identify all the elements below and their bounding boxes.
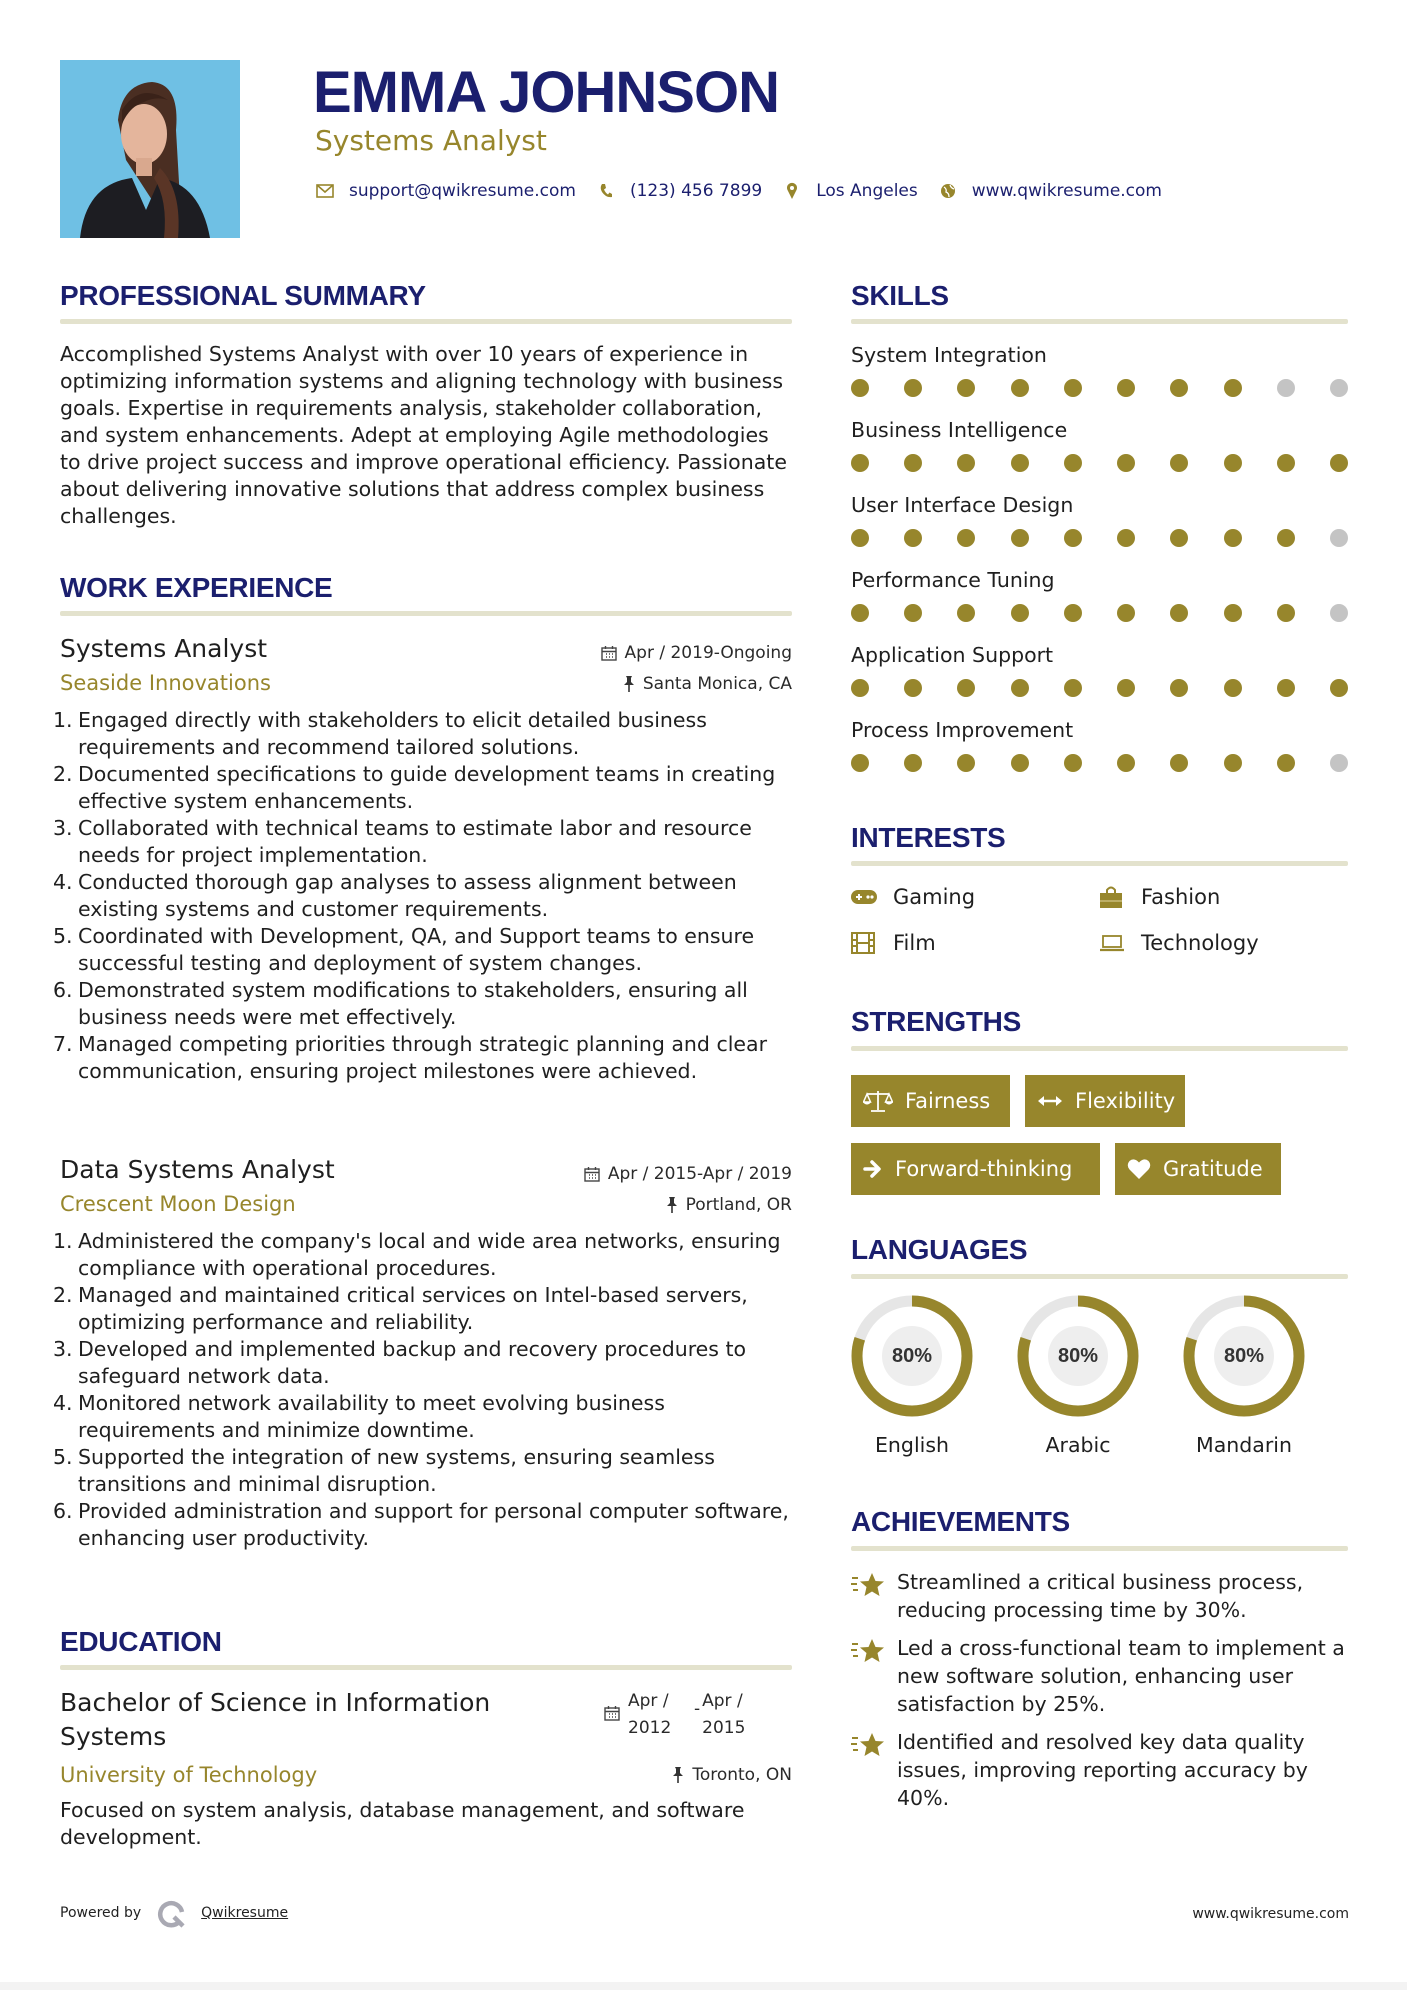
rating-dot-filled (851, 679, 869, 697)
strength-tag: Forward-thinking (851, 1143, 1100, 1195)
section-title-languages: LANGUAGES (851, 1234, 1028, 1265)
job-role: Systems Analyst (60, 634, 268, 663)
duty-item: 1. Engaged directly with stakeholders to elicit detailed business requirements and recommend tailored solutions. (60, 707, 792, 761)
calendar-icon (601, 645, 617, 661)
arrow-right-icon (863, 1159, 883, 1179)
education-end: Apr / 2015 (702, 1691, 746, 1738)
map-pin-icon (782, 181, 802, 201)
powered-by-label: Powered by (60, 1905, 142, 1921)
school-name: University of Technology (60, 1763, 318, 1787)
skill-item: System Integration (851, 341, 1348, 416)
rating-dot-filled (904, 454, 922, 472)
duty-item: 2. Documented specifications to guide development teams in creating effective system enhancements. (60, 761, 792, 815)
profile-photo (60, 60, 240, 238)
section-title-interests: INTERESTS (851, 822, 1006, 853)
rating-dot-filled (957, 679, 975, 697)
rating-dot-filled (1117, 454, 1135, 472)
section-divider (60, 319, 792, 324)
heart-icon (1127, 1158, 1151, 1180)
rating-dot-filled (1011, 529, 1029, 547)
calendar-icon (604, 1705, 620, 1721)
page-bottom-edge (0, 1982, 1407, 1990)
rating-dot-filled (1064, 379, 1082, 397)
rating-dot-filled (1117, 604, 1135, 622)
contact-website[interactable]: www.qwikresume.com (971, 181, 1162, 201)
rating-dot-filled (904, 379, 922, 397)
rating-dot-filled (1224, 379, 1242, 397)
qwikresume-link[interactable]: Qwikresume (201, 1905, 289, 1921)
company-name: Crescent Moon Design (60, 1192, 296, 1216)
date-separator: - (694, 1699, 701, 1719)
star-icon (851, 1728, 885, 1760)
strength-tag: Fairness (851, 1075, 1010, 1127)
rating-dot-filled (851, 379, 869, 397)
rating-dot-filled (904, 754, 922, 772)
section-divider (60, 611, 792, 616)
skill-rating (851, 604, 1348, 622)
section-divider (60, 1665, 792, 1670)
skill-item: Application Support (851, 641, 1348, 716)
duty-item: 5. Coordinated with Development, QA, and Support teams to ensure successful testing and deployment of system changes. (60, 923, 792, 977)
job-dates: Apr / 2015-Apr / 2019 (584, 1162, 792, 1186)
rating-dot-filled (1330, 454, 1348, 472)
rating-dot-empty (1330, 529, 1348, 547)
rating-dot-filled (851, 529, 869, 547)
rating-dot-filled (1277, 679, 1295, 697)
language-item: 80% Mandarin (1183, 1295, 1349, 1459)
rating-dot-filled (1064, 604, 1082, 622)
rating-dot-filled (1224, 679, 1242, 697)
rating-dot-filled (957, 754, 975, 772)
rating-dot-filled (1330, 679, 1348, 697)
calendar-icon (584, 1166, 600, 1182)
education-description: Focused on system analysis, database management, and software development. (60, 1798, 745, 1849)
rating-dot-filled (957, 529, 975, 547)
rating-dot-filled (1064, 679, 1082, 697)
interests-grid (851, 882, 1347, 958)
rating-dot-filled (1170, 604, 1188, 622)
education-start: Apr / 2012 (628, 1691, 672, 1738)
rating-dot-filled (1170, 379, 1188, 397)
contact-email[interactable]: support@qwikresume.com (349, 181, 576, 201)
rating-dot-filled (1011, 679, 1029, 697)
duty-item: 2. Managed and maintained critical services on Intel-based servers, optimizing performance and reliability. (60, 1282, 792, 1336)
section-divider (851, 1274, 1348, 1279)
star-icon (851, 1568, 885, 1600)
rating-dot-filled (1064, 529, 1082, 547)
rating-dot-empty (1330, 604, 1348, 622)
strength-tag: Gratitude (1115, 1143, 1281, 1195)
rating-dot-filled (957, 379, 975, 397)
contact-phone[interactable]: (123) 456 7899 (629, 181, 763, 201)
rating-dot-filled (1224, 754, 1242, 772)
languages-list (851, 1295, 1349, 1459)
interest-item: Film (851, 928, 1099, 958)
section-title-skills: SKILLS (851, 280, 949, 311)
rating-dot-filled (1064, 454, 1082, 472)
rating-dot-filled (1011, 604, 1029, 622)
achievement-item: Identified and resolved key data quality issues, improving reporting accuracy by 40%. (851, 1728, 1348, 1812)
interest-item: Gaming (851, 882, 1099, 912)
rating-dot-filled (1011, 454, 1029, 472)
rating-dot-filled (1117, 754, 1135, 772)
duty-item: 7. Managed competing priorities through strategic planning and clear communication, ensuring project milestones were achieved. (60, 1031, 792, 1085)
person-portrait-icon (60, 60, 240, 238)
duty-item: 6. Demonstrated system modifications to stakeholders, ensuring all business needs were met effectively. (60, 977, 792, 1031)
job-dates: Apr / 2019-Ongoing (601, 641, 792, 665)
rating-dot-filled (904, 679, 922, 697)
rating-dot-filled (1277, 454, 1295, 472)
candidate-title: Systems Analyst (315, 124, 547, 157)
rating-dot-filled (1117, 379, 1135, 397)
skill-item: Process Improvement (851, 716, 1348, 791)
skill-rating (851, 529, 1348, 547)
footer-website[interactable]: www.qwikresume.com (1192, 1906, 1349, 1922)
strengths-tags (851, 1075, 1348, 1195)
section-divider (851, 861, 1348, 866)
envelope-icon (315, 181, 335, 201)
rating-dot-filled (904, 604, 922, 622)
achievements-list (851, 1568, 1348, 1822)
education-dates (604, 1688, 758, 1742)
language-progress-ring: 80% (1017, 1295, 1139, 1417)
rating-dot-filled (1011, 754, 1029, 772)
rating-dot-filled (1064, 754, 1082, 772)
skill-item: Business Intelligence (851, 416, 1348, 491)
language-progress-ring: 80% (1183, 1295, 1305, 1417)
interest-item: Fashion (1099, 882, 1347, 912)
duty-item: 6. Provided administration and support for personal computer software, enhancing user productivity. (60, 1498, 792, 1552)
rating-dot-filled (1011, 379, 1029, 397)
phone-icon (596, 181, 616, 201)
rating-dot-filled (851, 604, 869, 622)
education-location: Toronto, ON (664, 1763, 792, 1787)
duty-item: 5. Supported the integration of new systems, ensuring seamless transitions and minimal disruption. (60, 1444, 792, 1498)
section-title-strengths: STRENGTHS (851, 1006, 1021, 1037)
rating-dot-filled (1117, 679, 1135, 697)
section-title-summary: PROFESSIONAL SUMMARY (60, 280, 426, 311)
rating-dot-filled (1277, 604, 1295, 622)
rating-dot-empty (1330, 379, 1348, 397)
section-divider (851, 1546, 1348, 1551)
skill-item: User Interface Design (851, 491, 1348, 566)
strength-tag: Flexibility (1025, 1075, 1185, 1127)
rating-dot-filled (1224, 529, 1242, 547)
duty-item: 3. Developed and implemented backup and recovery procedures to safeguard network data. (60, 1336, 792, 1390)
rating-dot-filled (1224, 604, 1242, 622)
rating-dot-filled (851, 454, 869, 472)
scale-icon (863, 1089, 893, 1113)
rating-dot-filled (1170, 454, 1188, 472)
language-item: 80% Arabic (1017, 1295, 1183, 1459)
section-divider (851, 319, 1348, 324)
degree-title: Bachelor of Science in Information Systems (60, 1688, 491, 1751)
pushpin-icon (672, 1766, 684, 1784)
candidate-name: EMMA JOHNSON (313, 60, 779, 125)
laptop-icon (1099, 932, 1127, 954)
job-role: Data Systems Analyst (60, 1155, 335, 1184)
rating-dot-empty (1330, 754, 1348, 772)
language-progress-ring: 80% (851, 1295, 973, 1417)
rating-dot-filled (1224, 454, 1242, 472)
rating-dot-filled (1117, 529, 1135, 547)
section-title-experience: WORK EXPERIENCE (60, 572, 333, 603)
section-title-education: EDUCATION (60, 1626, 222, 1657)
arrows-horizontal-icon (1037, 1094, 1063, 1108)
star-icon (851, 1634, 885, 1666)
duty-item: 3. Collaborated with technical teams to estimate labor and resource needs for project implementation. (60, 815, 792, 869)
skill-rating (851, 454, 1348, 472)
company-name: Seaside Innovations (60, 671, 271, 695)
rating-dot-filled (957, 604, 975, 622)
rating-dot-filled (957, 454, 975, 472)
job-location: Portland, OR (666, 1193, 792, 1217)
skill-rating (851, 754, 1348, 772)
contact-location: Los Angeles (816, 181, 918, 201)
interest-item: Technology (1099, 928, 1347, 958)
pushpin-icon (623, 675, 635, 693)
shopping-bag-icon (1099, 886, 1127, 908)
language-item: 80% English (851, 1295, 1017, 1459)
gamepad-icon (851, 886, 879, 908)
rating-dot-filled (1277, 754, 1295, 772)
rating-dot-empty (1277, 379, 1295, 397)
achievement-item: Led a cross-functional team to implement a new software solution, enhancing user satisfaction by 25%. (851, 1634, 1348, 1718)
film-icon (851, 932, 879, 954)
job-entry (60, 633, 792, 1085)
duty-item: 4. Conducted thorough gap analyses to assess alignment between existing systems and customer requirements. (60, 869, 792, 923)
rating-dot-filled (1170, 529, 1188, 547)
section-divider (851, 1046, 1348, 1051)
achievement-item: Streamlined a critical business process, reducing processing time by 30%. (851, 1568, 1348, 1624)
duties-list (60, 1228, 792, 1552)
duty-item: 1. Administered the company's local and wide area networks, ensuring compliance with operational procedures. (60, 1228, 792, 1282)
footer-branding (60, 1898, 288, 1928)
duties-list (60, 707, 792, 1085)
rating-dot-filled (851, 754, 869, 772)
section-title-achievements: ACHIEVEMENTS (851, 1506, 1070, 1537)
rating-dot-filled (1170, 754, 1188, 772)
job-location: Santa Monica, CA (623, 672, 792, 696)
qwikresume-logo-icon (157, 1898, 187, 1928)
contact-bar (315, 178, 1182, 204)
pushpin-icon (666, 1196, 678, 1214)
job-entry (60, 1154, 792, 1552)
skill-rating (851, 679, 1348, 697)
rating-dot-filled (1277, 529, 1295, 547)
duty-item: 4. Monitored network availability to meet evolving business requirements and minimize downtime. (60, 1390, 792, 1444)
rating-dot-filled (904, 529, 922, 547)
skill-rating (851, 379, 1348, 397)
skill-item: Performance Tuning (851, 566, 1348, 641)
skills-list (851, 341, 1348, 791)
globe-icon (938, 181, 958, 201)
summary-text: Accomplished Systems Analyst with over 10 years of experience in optimizing information systems and aligning technology with business goals. Expertise in requirements analysis, stakeholder collaboration, and system enhancements. Adept at employing Agile methodologies to drive project success and improve operational efficiency. Passionate about delivering innovative solutions that address complex business challenges. (60, 342, 787, 528)
rating-dot-filled (1170, 679, 1188, 697)
